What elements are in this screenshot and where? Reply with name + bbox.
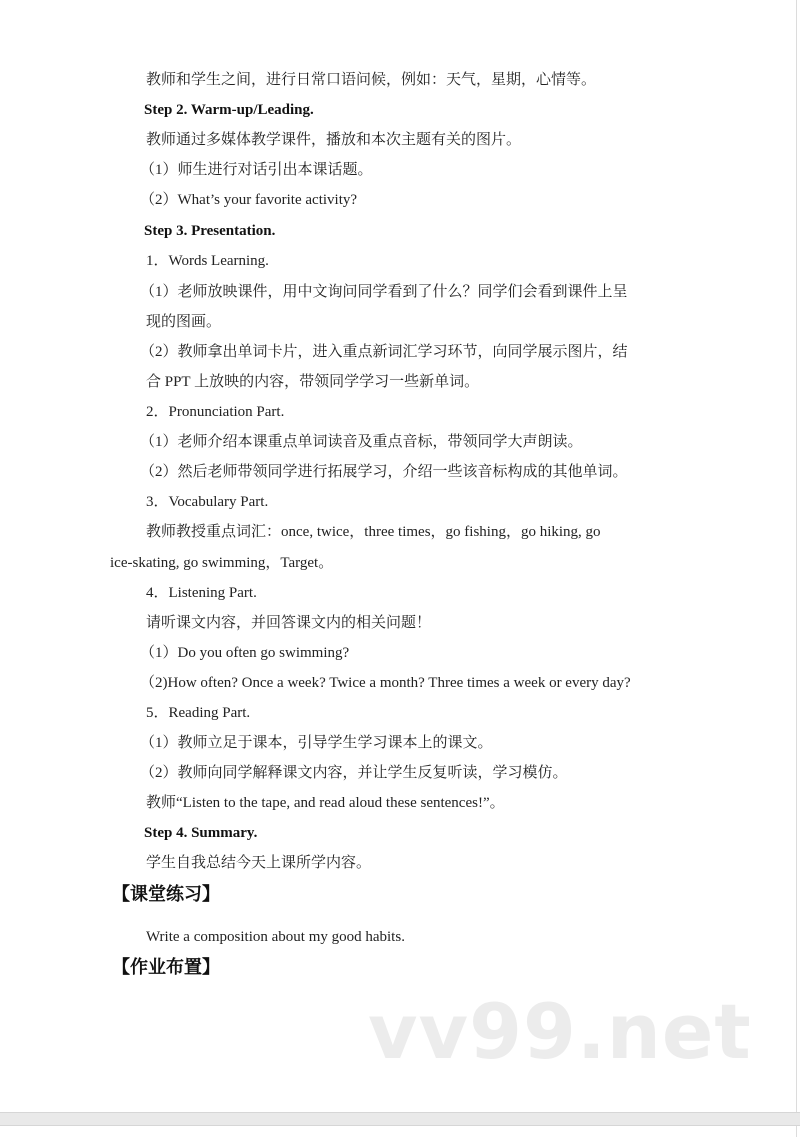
next-page-top [0, 1126, 797, 1137]
text-line: （1）老师放映课件，用中文询问同学看到了什么？同学们会看到课件上呈 [140, 284, 628, 300]
text-line: （2)How often? Once a week? Twice a month? Three times a week or every day? [140, 675, 631, 691]
text-line: （1）老师介绍本课重点单词读音及重点音标，带领同学大声朗读。 [140, 434, 583, 450]
text-line: 1．Words Learning. [146, 253, 269, 269]
step-heading: Step 3. Presentation. [144, 223, 276, 239]
text-line: （1）教师立足于课本，引导学生学习课本上的课文。 [140, 735, 493, 751]
text-line: 5．Reading Part. [146, 705, 251, 721]
text-line: （2）然后老师带领同学进行拓展学习，介绍一些该音标构成的其他单词。 [140, 464, 628, 480]
text-line: （2）What’s your favorite activity? [140, 192, 358, 208]
text-line: 教师教授重点词汇：once, twice，three times，go fishing，go hiking, go [146, 524, 601, 540]
text-line: 请听课文内容，并回答课文内的相关问题！ [146, 615, 432, 631]
section-heading-classroom-practice: 【课堂练习】 [112, 884, 220, 905]
text-line: （1）师生进行对话引出本课话题。 [140, 162, 373, 178]
text-line: ice-skating, go swimming，Target。 [110, 555, 334, 571]
step-heading: Step 2. Warm-up/Leading. [144, 102, 314, 118]
text-line: 教师“Listen to the tape, and read aloud these sentences!”。 [146, 795, 505, 811]
text-line: 合 PPT 上放映的内容，带领同学学习一些新单词。 [146, 374, 480, 390]
text-line: （1）Do you often go swimming? [140, 645, 350, 661]
text-line: 学生自我总结今天上课所学内容。 [146, 855, 372, 871]
text-line: 4．Listening Part. [146, 585, 257, 601]
text-line: 2．Pronunciation Part. [146, 404, 285, 420]
text-line: （2）教师向同学解释课文内容，并让学生反复听读，学习模仿。 [140, 765, 568, 781]
section-heading-homework: 【作业布置】 [112, 957, 220, 978]
page-separator [0, 1112, 800, 1126]
text-line: 现的图画。 [146, 314, 222, 330]
step-heading: Step 4. Summary. [144, 825, 258, 841]
text-line: 教师和学生之间，进行日常口语问候，例如：天气，星期，心情等。 [146, 72, 597, 88]
text-line: Write a composition about my good habits. [146, 929, 405, 945]
text-line: 教师通过多媒体教学课件，播放和本次主题有关的图片。 [146, 132, 522, 148]
text-line: （2）教师拿出单词卡片，进入重点新词汇学习环节，向同学展示图片，结 [140, 344, 628, 360]
watermark: vv99.net [368, 987, 752, 1076]
text-line: 3．Vocabulary Part. [146, 494, 269, 510]
